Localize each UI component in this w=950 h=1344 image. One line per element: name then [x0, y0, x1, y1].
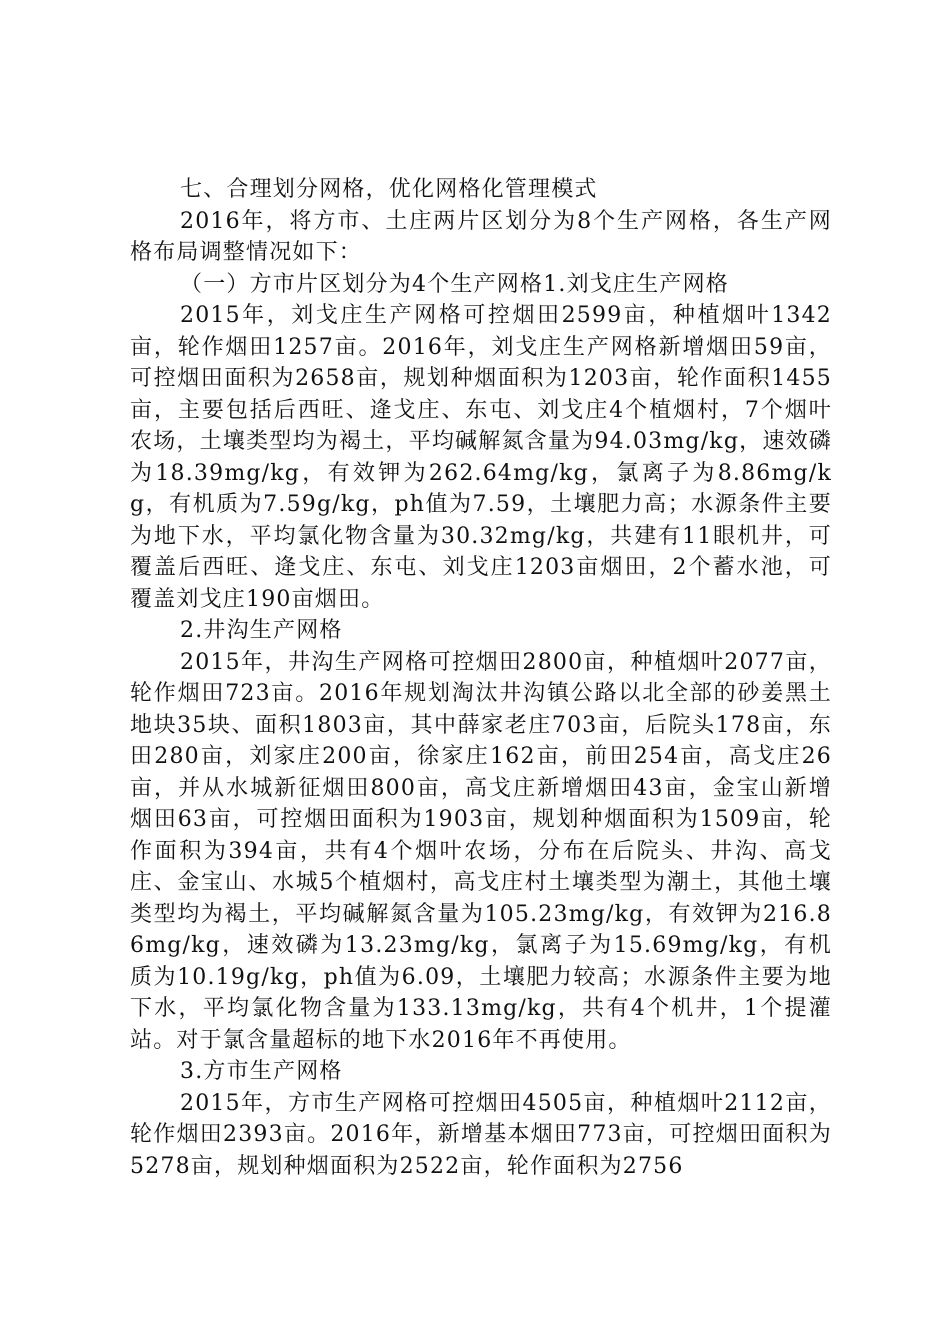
- section-heading: 七、合理划分网格，优化网格化管理模式: [180, 177, 598, 202]
- paragraph-liugezhuang: 2015年，刘戈庄生产网格可控烟田2599亩，种植烟叶1342亩，轮作烟田1257亩。2016年，刘戈庄生产网格新增烟田59亩，可控烟田面积为2658亩，规划种烟面积为1203亩，轮作面积1455亩，主要包括后西旺、逄戈庄、东屯、刘戈庄4个植烟村，7个烟叶农场，土壤类型均为褐土，平均碱解氮含量为94.03mg/kg，速效磷为18.39mg/kg，有效钾为262.64mg/kg，氯离子为8.86mg/kg，有机质为7.59g/kg，ph值为7.59，土壤肥力高；水源条件主要为地下水，平均氯化物含量为30.32mg/kg，共建有11眼机井，可覆盖后西旺、逄戈庄、东屯、刘戈庄1203亩烟田，2个蓄水池，可覆盖刘戈庄190亩烟田。: [130, 303, 832, 612]
- paragraph-fangshi: 2015年，方市生产网格可控烟田4505亩，种植烟叶2112亩，轮作烟田2393亩。2016年，新增基本烟田773亩，可控烟田面积为5278亩，规划种烟面积为2522亩，轮作面积为2756: [130, 1090, 832, 1179]
- grid-heading-jinggou: 2.井沟生产网格: [180, 618, 343, 643]
- document-body: [130, 174, 832, 1182]
- subsection-heading: （一）方市片区划分为4个生产网格1.刘戈庄生产网格: [180, 271, 729, 297]
- paragraph-jinggou: 2015年，井沟生产网格可控烟田2800亩，种植烟叶2077亩，轮作烟田723亩。2016年规划淘汰井沟镇公路以北全部的砂姜黑土地块35块、面积1803亩，其中薛家老庄703亩，后院头178亩，东田280亩，刘家庄200亩，徐家庄162亩，前田254亩，高戈庄26亩，并从水城新征烟田800亩，高戈庄新增烟田43亩，金宝山新增烟田63亩，可控烟田面积为1903亩，规划种烟面积为1509亩，轮作面积为394亩，共有4个烟叶农场，分布在后院头、井沟、高戈庄、金宝山、水城5个植烟村，高戈庄村土壤类型为潮土，其他土壤类型均为褐土，平均碱解氮含量为105.23mg/kg，有效钾为216.86mg/kg，速效磷为13.23mg/kg，氯离子为15.69mg/kg，有机质为10.19g/kg，ph值为6.09，土壤肥力较高；水源条件主要为地下水，平均氯化物含量为133.13mg/kg，共有4个机井，1个提灌站。对于氯含量超标的地下水2016年不再使用。: [130, 649, 832, 1053]
- paragraph-intro: 2016年，将方市、土庄两片区划分为8个生产网格，各生产网格布局调整情况如下：: [130, 208, 832, 265]
- grid-heading-fangshi: 3.方市生产网格: [180, 1059, 343, 1084]
